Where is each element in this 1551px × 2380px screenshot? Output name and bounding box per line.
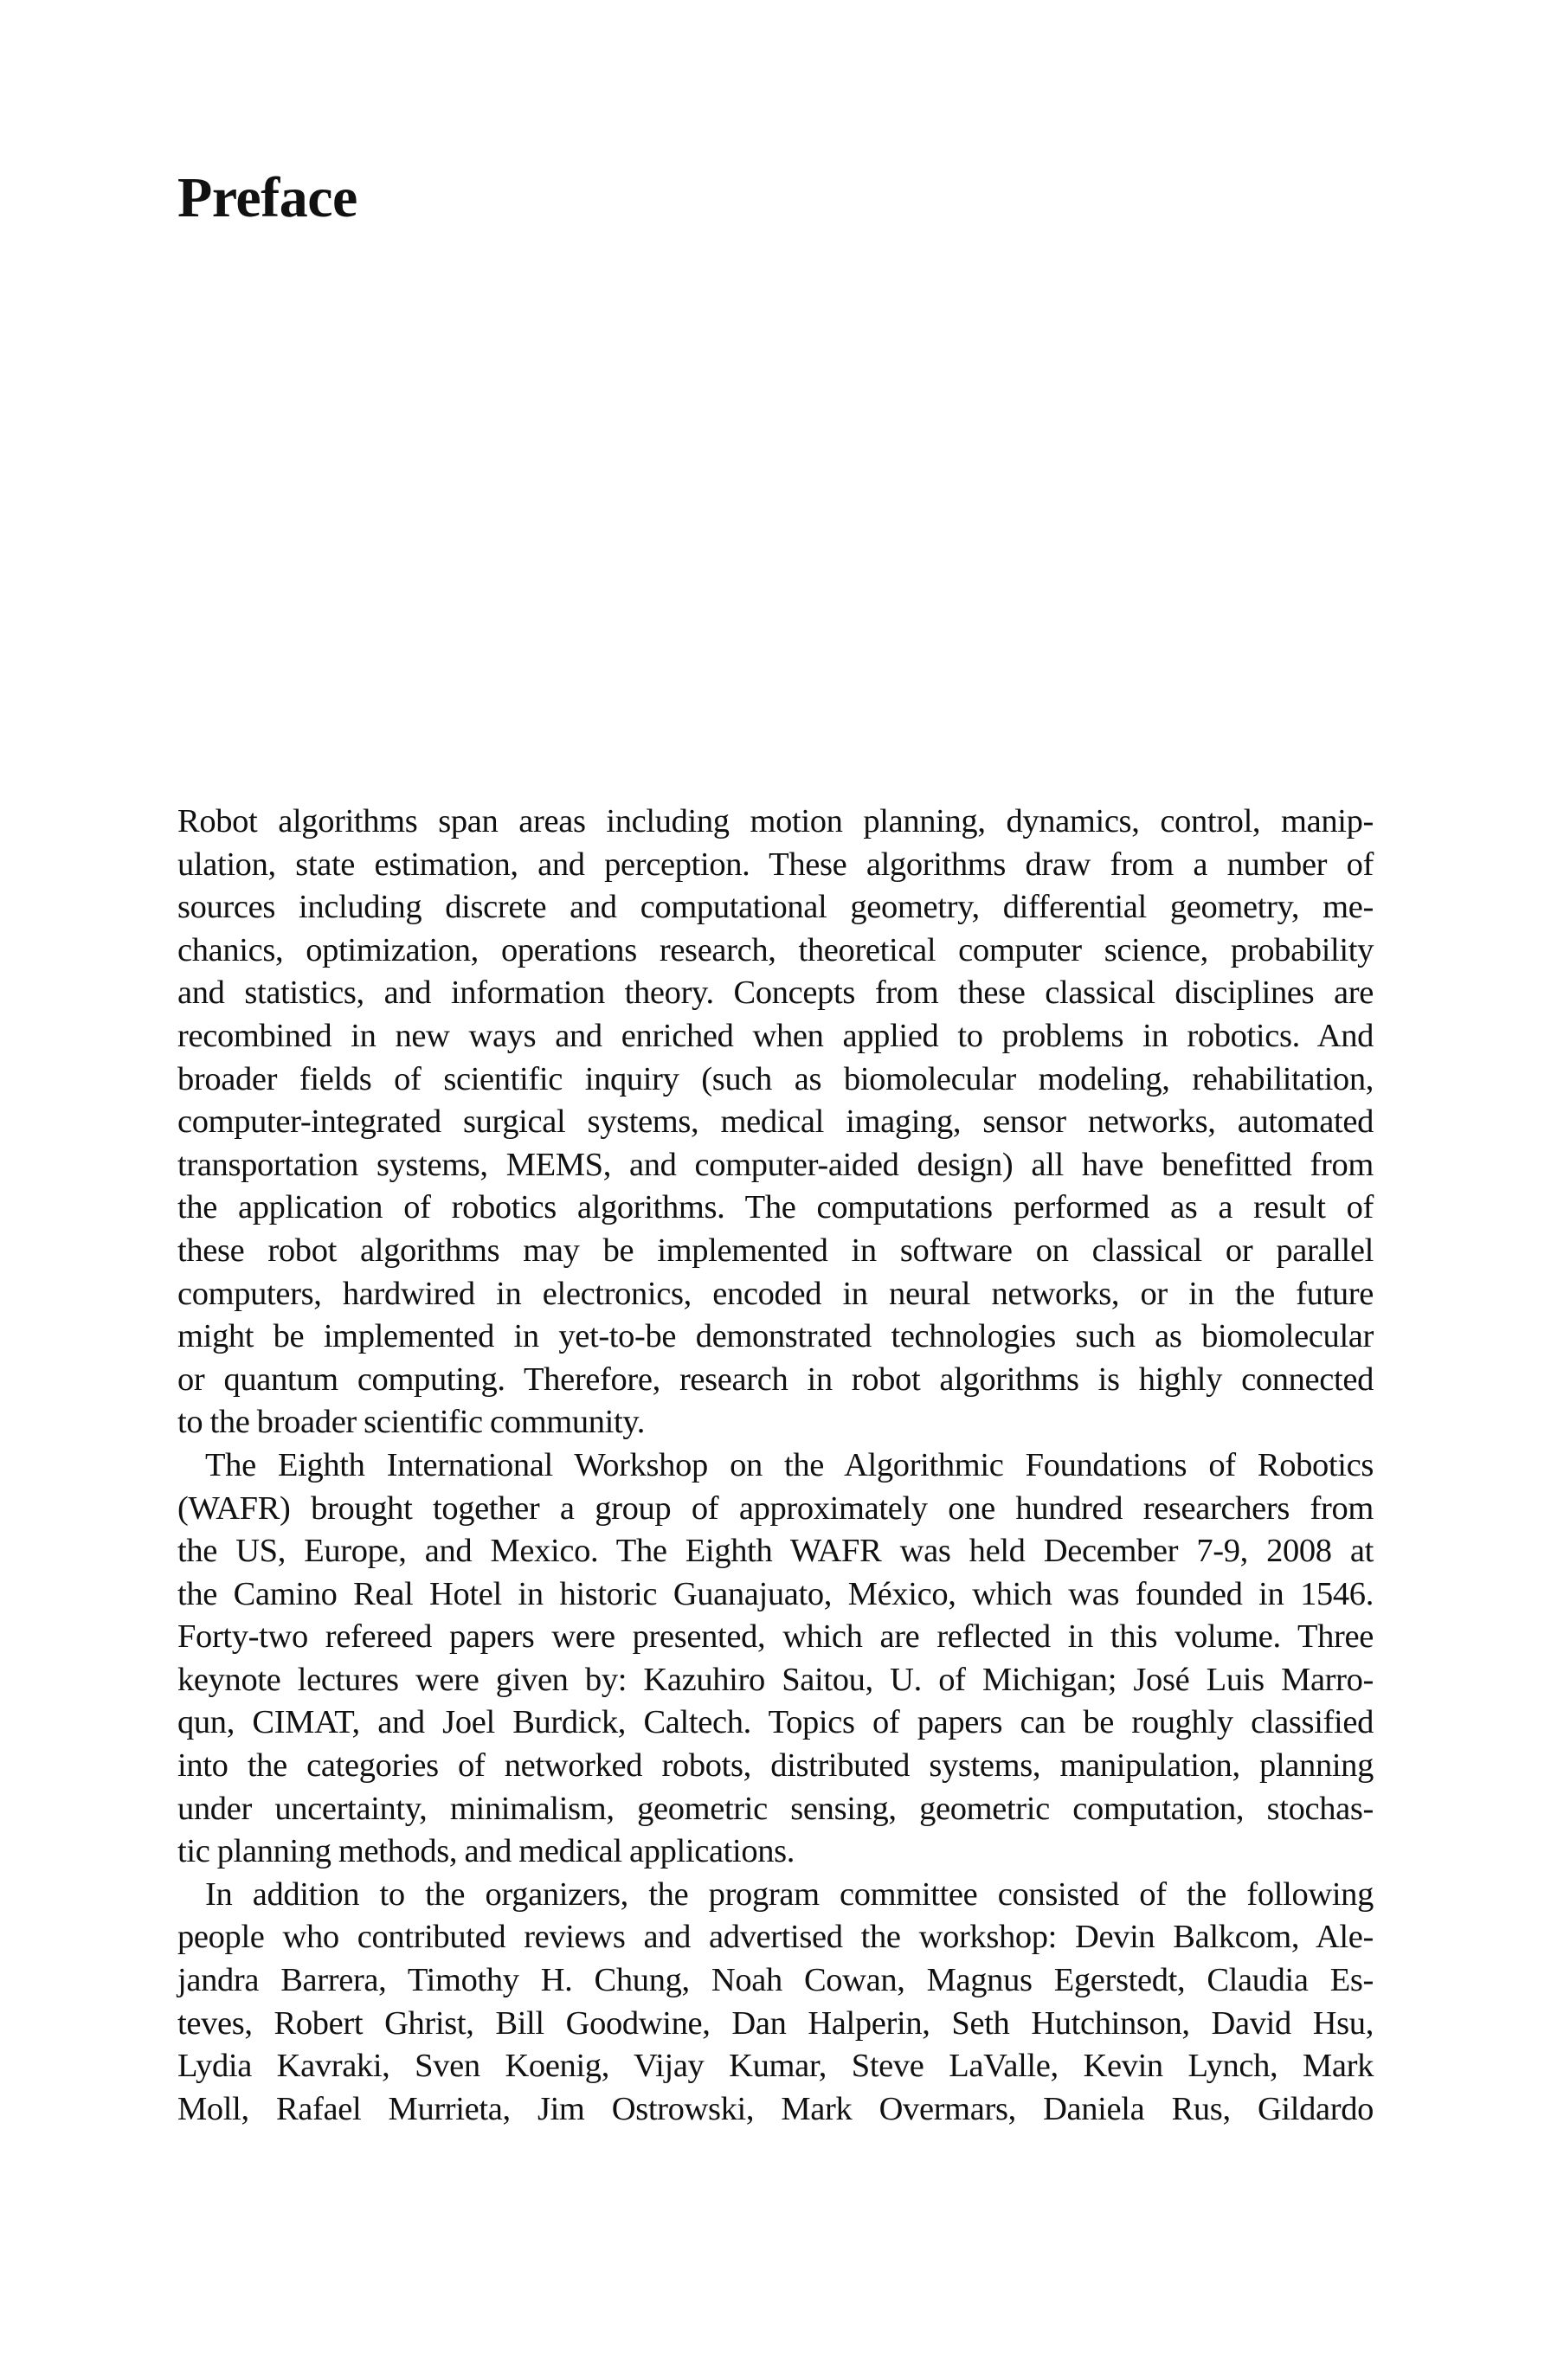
text-line: or quantum computing. Therefore, research in robot algorithms is highly connected <box>177 1360 1374 1398</box>
body-text <box>177 801 1374 2131</box>
text-line: (WAFR) brought together a group of approximately one hundred researchers from <box>177 1489 1374 1527</box>
text-line: keynote lectures were given by: Kazuhiro Saitou, U. of Michigan; José Luis Marro- <box>177 1661 1374 1698</box>
text-line: recombined in new ways and enriched when applied to problems in robotics. And <box>177 1017 1374 1054</box>
text-line: Forty-two refereed papers were presented, which are reflected in this volume. Three <box>177 1618 1374 1656</box>
text-line: transportation systems, MEMS, and computer-aided design) all have benefitted from <box>177 1146 1374 1183</box>
text-line: Robot algorithms span areas including motion planning, dynamics, control, manip- <box>177 803 1374 839</box>
text-line: chanics, optimization, operations research, theoretical computer science, probability <box>177 931 1374 968</box>
text-line: In addition to the organizers, the program committee consisted of the following <box>205 1875 1374 1913</box>
text-line: tic planning methods, and medical applications. <box>177 1833 795 1870</box>
text-line: these robot algorithms may be implemented in software on classical or parallel <box>177 1232 1374 1269</box>
text-line: broader fields of scientific inquiry (such as biomolecular modeling, rehabilitation, <box>177 1060 1374 1097</box>
text-line: to the broader scientific community. <box>177 1404 646 1441</box>
text-line: Moll, Rafael Murrieta, Jim Ostrowski, Mark Overmars, Daniela Rus, Gildardo <box>177 2090 1374 2127</box>
text-line: into the categories of networked robots, distributed systems, manipulation, planning <box>177 1747 1374 1785</box>
text-line: sources including discrete and computational geometry, differential geometry, me- <box>177 889 1374 926</box>
text-line: computer-integrated surgical systems, medical imaging, sensor networks, automated <box>177 1103 1374 1141</box>
text-line: under uncertainty, minimalism, geometric sensing, geometric computation, stochas- <box>177 1790 1374 1827</box>
paragraph-1 <box>177 801 1374 1444</box>
text-line: computers, hardwired in electronics, encoded in neural networks, or in the future <box>177 1275 1374 1312</box>
text-line: and statistics, and information theory. Concepts from these classical disciplines are <box>177 975 1374 1012</box>
text-line: the Camino Real Hotel in historic Guanajuato, México, which was founded in 1546. <box>177 1575 1374 1612</box>
text-line: The Eighth International Workshop on the Algorithmic Foundations of Robotics <box>205 1446 1374 1483</box>
text-line: Lydia Kavraki, Sven Koenig, Vijay Kumar, Steve LaValle, Kevin Lynch, Mark <box>177 2048 1374 2085</box>
text-line: the US, Europe, and Mexico. The Eighth WAFR was held December 7-9, 2008 at <box>177 1533 1374 1570</box>
text-line: qun, CIMAT, and Joel Burdick, Caltech. Topics of papers can be roughly classified <box>177 1704 1374 1741</box>
paragraph-3 <box>177 1874 1374 2132</box>
text-line: the application of robotics algorithms. The computations performed as a result of <box>177 1189 1374 1226</box>
text-line: teves, Robert Ghrist, Bill Goodwine, Dan Halperin, Seth Hutchinson, David Hsu, <box>177 2004 1374 2042</box>
text-line: ulation, state estimation, and perception. These algorithms draw from a number of <box>177 846 1374 883</box>
text-line: might be implemented in yet-to-be demonstrated technologies such as biomolecular <box>177 1318 1374 1355</box>
text-line: people who contributed reviews and advertised the workshop: Devin Balkcom, Ale- <box>177 1919 1374 1956</box>
paragraph-2 <box>177 1444 1374 1874</box>
text-line: jandra Barrera, Timothy H. Chung, Noah Cowan, Magnus Egerstedt, Claudia Es- <box>177 1962 1374 1999</box>
page-title: Preface <box>177 166 357 229</box>
